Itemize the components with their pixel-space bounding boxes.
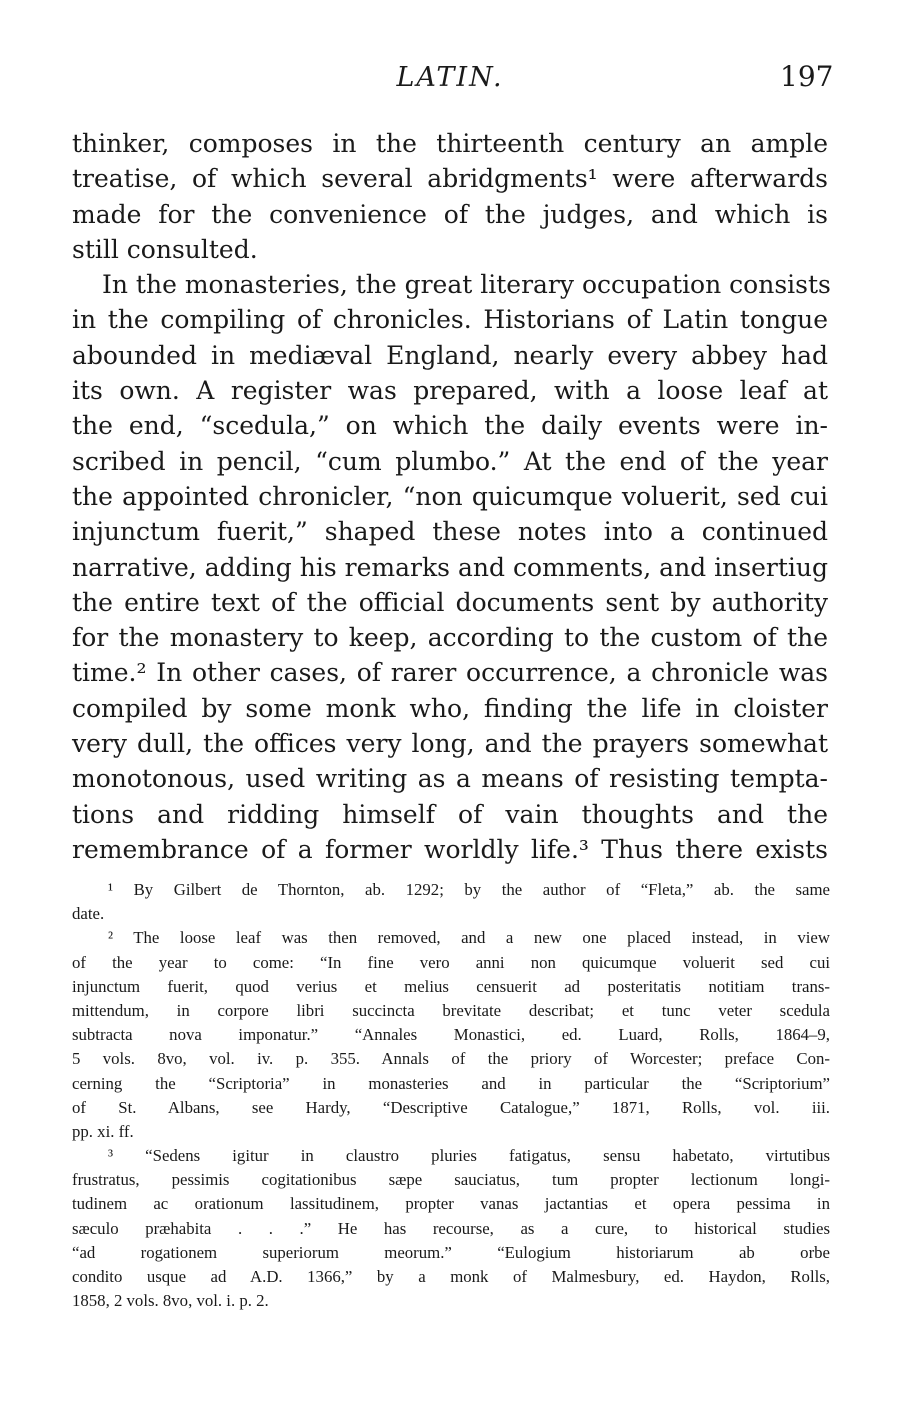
footnote-line: of St. Albans, see Hardy, “Descriptive Catalogue,” 1871, Rolls, vol. iii.	[72, 1097, 830, 1117]
body-line: treatise, of which several abridgments¹ were afterwards	[72, 164, 828, 194]
footnote-line: ¹ By Gilbert de Thornton, ab. 1292; by the author of “Fleta,” ab. the same	[108, 880, 830, 899]
footnote-line: cerning the “Scriptoria” in monasteries and in particular the “Scriptorium”	[72, 1073, 830, 1093]
footnote-line: subtracta nova imponatur.” “Annales Monastici, ed. Luard, Rolls, 1864–9,	[72, 1025, 830, 1045]
body-line: narrative, adding his remarks and comments, and insertiug	[72, 552, 828, 582]
body-line: abounded in mediæval England, nearly every abbey had	[72, 340, 828, 370]
body-line: the entire text of the official documents sent by authority	[72, 587, 828, 617]
page-number: 197	[780, 60, 834, 93]
body-line: compiled by some monk who, finding the life in cloister	[72, 693, 828, 723]
body-line: still consulted.	[72, 234, 258, 264]
body-line: very dull, the offices very long, and the prayers somewhat	[72, 729, 828, 759]
body-line: tions and ridding himself of vain thoughts and the	[72, 799, 828, 829]
body-line: scribed in pencil, “cum plumbo.” At the end of the year	[72, 446, 828, 476]
footnote-line: condito usque ad A.D. 1366,” by a monk of Malmesbury, ed. Haydon, Rolls,	[72, 1267, 830, 1286]
footnote-line: ² The loose leaf was then removed, and a new one placed instead, in view	[108, 928, 830, 948]
footnote-line: ³ “Sedens igitur in claustro pluries fatigatus, sensu habetato, virtutibus	[108, 1146, 830, 1166]
footnote-line: of the year to come: “In fine vero anni non quicumque voluerit sed cui	[72, 952, 830, 972]
body-line: injunctum fuerit,” shaped these notes into a continued	[72, 517, 828, 547]
running-header-title: LATIN.	[396, 62, 504, 93]
body-line: thinker, composes in the thirteenth century an ample	[72, 129, 828, 158]
body-line: made for the convenience of the judges, and which is	[72, 199, 828, 229]
footnotes	[72, 878, 830, 1313]
footnote-line: sæculo præhabita . . .” He has recourse, as a cure, to historical studies	[72, 1218, 830, 1238]
body-line: monotonous, used writing as a means of resisting tempta-	[72, 764, 828, 794]
footnote-line: 5 vols. 8vo, vol. iv. p. 355. Annals of the priory of Worcester; preface Con-	[72, 1049, 830, 1069]
footnote-line: tudinem ac orationum lassitudinem, propter vanas jactantias et opera pessima in	[72, 1194, 830, 1214]
footnote-line: date.	[72, 904, 105, 924]
footnote-line: “ad rogationem superiorum meorum.” “Eulogium historiarum ab orbe	[72, 1242, 830, 1262]
body-line: time.² In other cases, of rarer occurrence, a chronicle was	[72, 658, 828, 688]
body-line: In the monasteries, the great literary occupation consists	[102, 270, 831, 300]
footnote-line: injunctum fuerit, quod verius et melius censuerit ad posteritatis notitiam trans-	[72, 976, 830, 996]
body-text	[72, 126, 831, 867]
footnote-line: mittendum, in corpore libri succincta brevitate describat; et tunc veter scedula	[72, 1000, 830, 1020]
body-line: the end, “scedula,” on which the daily events were in-	[72, 411, 828, 441]
body-line: for the monastery to keep, according to the custom of the	[72, 623, 828, 653]
footnote-line: frustratus, pessimis cogitationibus sæpe sauciatus, tum propter lectionum longi-	[72, 1170, 830, 1190]
body-line: remembrance of a former worldly life.³ Thus there exists	[72, 834, 828, 864]
body-line: its own. A register was prepared, with a loose leaf at	[72, 376, 828, 406]
footnote-line: 1858, 2 vols. 8vo, vol. i. p. 2.	[72, 1291, 269, 1311]
body-line: the appointed chronicler, “non quicumque voluerit, sed cui	[72, 481, 828, 511]
body-line: in the compiling of chronicles. Historians of Latin tongue	[72, 305, 828, 335]
footnote-line: pp. xi. ff.	[72, 1121, 134, 1141]
